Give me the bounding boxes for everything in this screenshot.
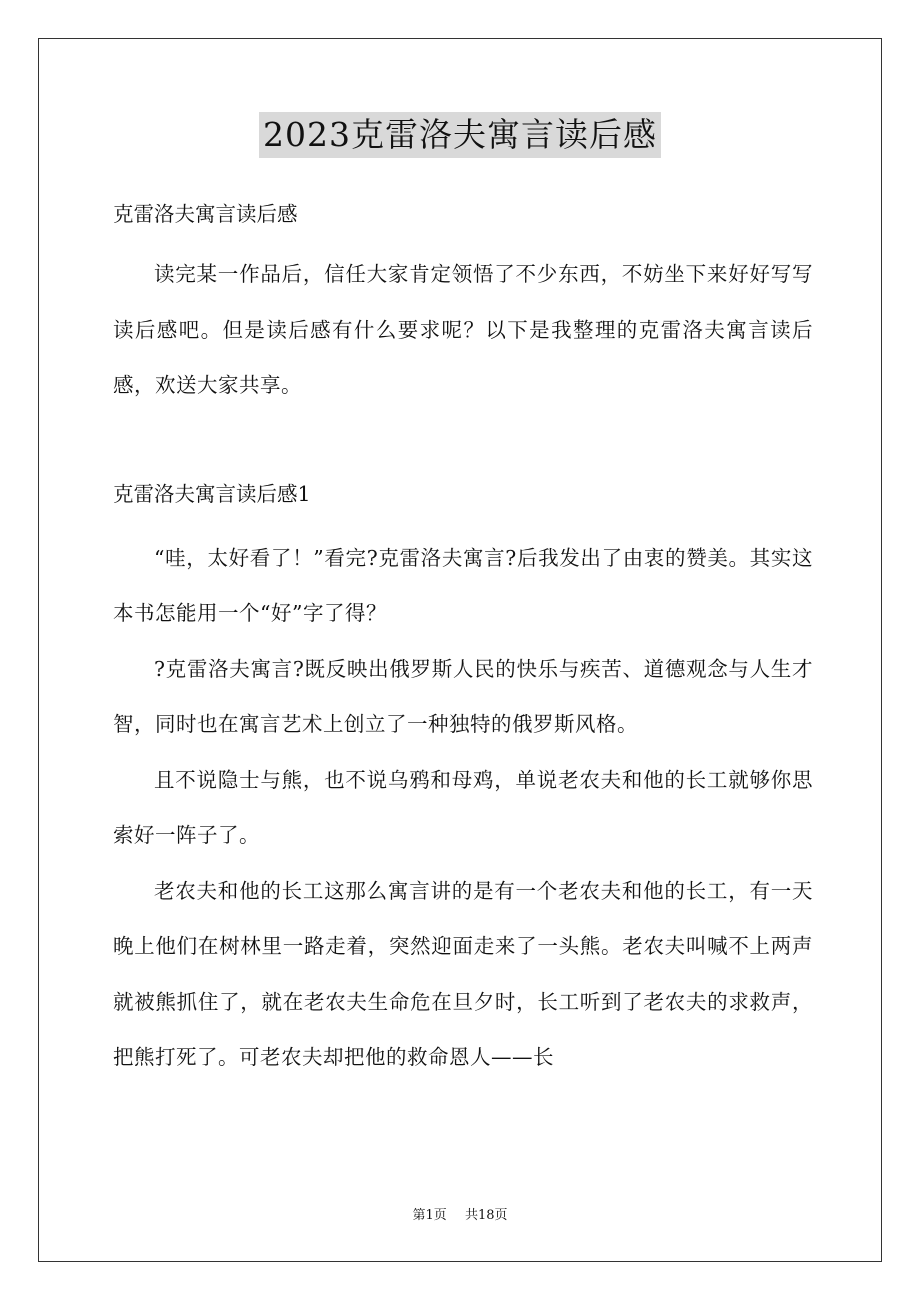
page-footer — [0, 1206, 920, 1226]
page-number: 第1页 — [412, 1208, 447, 1223]
document-title — [0, 112, 920, 158]
page-total: 共18页 — [464, 1208, 508, 1223]
intro-paragraph: 读完某一作品后，信任大家肯定领悟了不少东西，不妨坐下来好好写写读后感吧。但是读后感有什么要求呢？以下是我整理的克雷洛夫寓言读后感，欢送大家共享。 — [113, 262, 813, 397]
body-paragraph: “哇，太好看了！”看完?克雷洛夫寓言?后我发出了由衷的赞美。其实这本书怎能用一个“好”字了得？ — [113, 545, 813, 625]
document-body — [113, 198, 813, 1086]
body-paragraph: ?克雷洛夫寓言?既反映出俄罗斯人民的快乐与疾苦、道德观念与人生才智，同时也在寓言艺术上创立了一种独特的俄罗斯风格。 — [113, 656, 813, 736]
document-title-text: 2023克雷洛夫寓言读后感 — [259, 112, 661, 158]
body-paragraph: 老农夫和他的长工这那么寓言讲的是有一个老农夫和他的长工，有一天晚上他们在树林里一路走着，突然迎面走来了一头熊。老农夫叫喊不上两声就被熊抓住了，就在老农夫生命危在旦夕时，长工听到了老农夫的求救声，把熊打死了。可老农夫却把他的救命恩人——长 — [113, 878, 813, 1069]
document-subtitle: 克雷洛夫寓言读后感 — [113, 202, 298, 226]
section-heading: 克雷洛夫寓言读后感1 — [113, 481, 311, 506]
body-paragraph: 且不说隐士与熊，也不说乌鸦和母鸡，单说老农夫和他的长工就够你思索好一阵子了。 — [113, 767, 813, 847]
